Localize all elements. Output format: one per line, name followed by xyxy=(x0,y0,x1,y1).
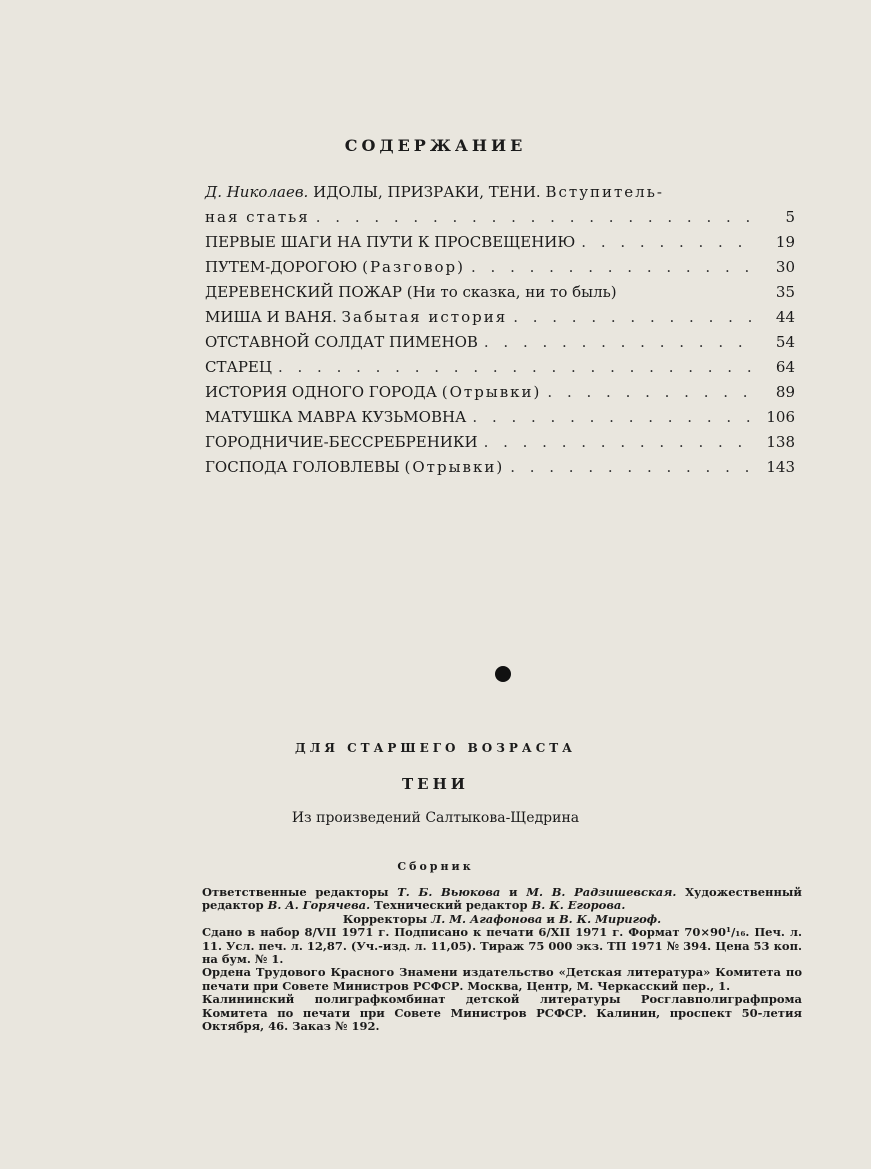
toc-entry-title: МИША И ВАНЯ. xyxy=(205,308,337,326)
toc-entry-title: МАТУШКА МАВРА КУЗЬМОВНА xyxy=(205,408,467,426)
toc-page-number: 19 xyxy=(775,233,795,251)
toc-entry-extra: Забытая история xyxy=(341,308,508,326)
toc-leader-dots xyxy=(513,305,755,330)
toc-page-number: 143 xyxy=(766,458,795,476)
toc-entry-extra: (Разговор) xyxy=(362,258,465,276)
toc-entry-title: ИДОЛЫ, ПРИЗРАКИ, ТЕНИ. xyxy=(313,183,541,201)
toc-page-number: 64 xyxy=(775,358,795,376)
book-subtitle: Из произведений Салтыкова-Щедрина xyxy=(291,810,580,826)
toc-entry xyxy=(205,380,795,405)
toc-entry-title: СТАРЕЦ xyxy=(205,358,272,376)
toc-entry-intro-line2 xyxy=(205,205,795,230)
toc-entry-title: ГОРОДНИЧИЕ-БЕССРЕБРЕНИКИ xyxy=(205,433,478,451)
toc-entry xyxy=(205,430,795,455)
toc-entry xyxy=(205,230,795,255)
toc-page-number: 89 xyxy=(775,383,795,401)
toc-entry-title: ДЕРЕВЕНСКИЙ ПОЖАР xyxy=(205,283,402,301)
age-group-label: ДЛЯ СТАРШЕГО ВОЗРАСТА xyxy=(295,741,576,755)
toc-leader-dots xyxy=(278,355,755,380)
toc-entry-title: ИСТОРИЯ ОДНОГО ГОРОДА xyxy=(205,383,437,401)
publisher-info: Ордена Трудового Красного Знамени издательство «Детская литература» Комитета по печати при Совете Министров РСФСР. Москва, Центр, М. Черкасский пер., 1. xyxy=(202,965,802,993)
toc-entry-extra: (Отрывки) xyxy=(404,458,505,476)
toc-entry xyxy=(205,405,795,430)
toc-entry-title: ОТСТАВНОЙ СОЛДАТ ПИМЕНОВ xyxy=(205,333,478,351)
toc-entry xyxy=(205,355,795,380)
toc-page-number: 5 xyxy=(785,208,795,226)
collection-label: Сборник xyxy=(397,860,474,873)
toc-leader-dots xyxy=(471,255,755,280)
toc-leader-dots xyxy=(316,205,755,230)
proofreaders-line: Корректоры Л. М. Агафонова и В. К. Миригоф. xyxy=(342,911,662,926)
toc-entry-intro-line1 xyxy=(205,180,795,205)
toc-entry-title: ПЕРВЫЕ ШАГИ НА ПУТИ К ПРОСВЕЩЕНИЮ xyxy=(205,233,576,251)
toc-leader-dots xyxy=(581,230,755,255)
toc-leader-dots xyxy=(472,405,755,430)
imprint-block xyxy=(202,886,802,1033)
book-title: ТЕНИ xyxy=(402,775,469,793)
toc-entry-title: ПУТЕМ-ДОРОГОЮ xyxy=(205,258,358,276)
toc-entry xyxy=(205,280,795,305)
toc-leader-dots xyxy=(510,455,755,480)
toc-entry-title-cont: ная статья xyxy=(205,208,310,226)
toc-leader-dots xyxy=(484,330,755,355)
toc-entry-title: ГОСПОДА ГОЛОВЛЕВЫ xyxy=(205,458,400,476)
toc-entry xyxy=(205,330,795,355)
toc-leader-dots xyxy=(484,430,755,455)
toc-author: Д. Николаев. xyxy=(205,183,309,201)
toc-entry xyxy=(205,455,795,480)
toc-entry-extra: (Отрывки) xyxy=(441,383,542,401)
toc-heading: СОДЕРЖАНИЕ xyxy=(344,136,527,155)
toc-page-number: 30 xyxy=(775,258,795,276)
print-details: Сдано в набор 8/VII 1971 г. Подписано к печати 6/XII 1971 г. Формат 70×90¹/₁₆. Печ. л. 11. Усл. печ. л. 12,87. (Уч.-изд. л. 11,05). Тираж 75 000 экз. ТП 1971 № 394. Цена 53 коп. на бум. № 1. xyxy=(202,925,802,967)
editors-line: Ответственные редакторы Т. Б. Вьюкова и М. В. Радзишевская. Художественный редактор В. А. Горячева. Технический редактор В. К. Егорова. xyxy=(202,885,802,913)
toc-entry-extra: (Ни то сказка, ни то быль) xyxy=(406,283,617,301)
toc-page-number: 138 xyxy=(766,433,795,451)
toc-entry-extra: Вступитель- xyxy=(545,183,664,201)
toc-leader-dots xyxy=(547,380,755,405)
toc-page-number: 106 xyxy=(766,408,795,426)
toc-page-number: 44 xyxy=(775,308,795,326)
toc-entry xyxy=(205,305,795,330)
toc-entry xyxy=(205,255,795,280)
toc-page-number: 54 xyxy=(775,333,795,351)
printer-info: Калининский полиграфкомбинат детской литературы Росглавполиграфпрома Комитета по печати при Совете Министров РСФСР. Калинин, проспект 50-летия Октября, 46. Заказ № 192. xyxy=(202,992,802,1034)
ornament-dot xyxy=(495,666,511,682)
toc-page-number: 35 xyxy=(775,283,795,301)
table-of-contents xyxy=(205,180,795,480)
